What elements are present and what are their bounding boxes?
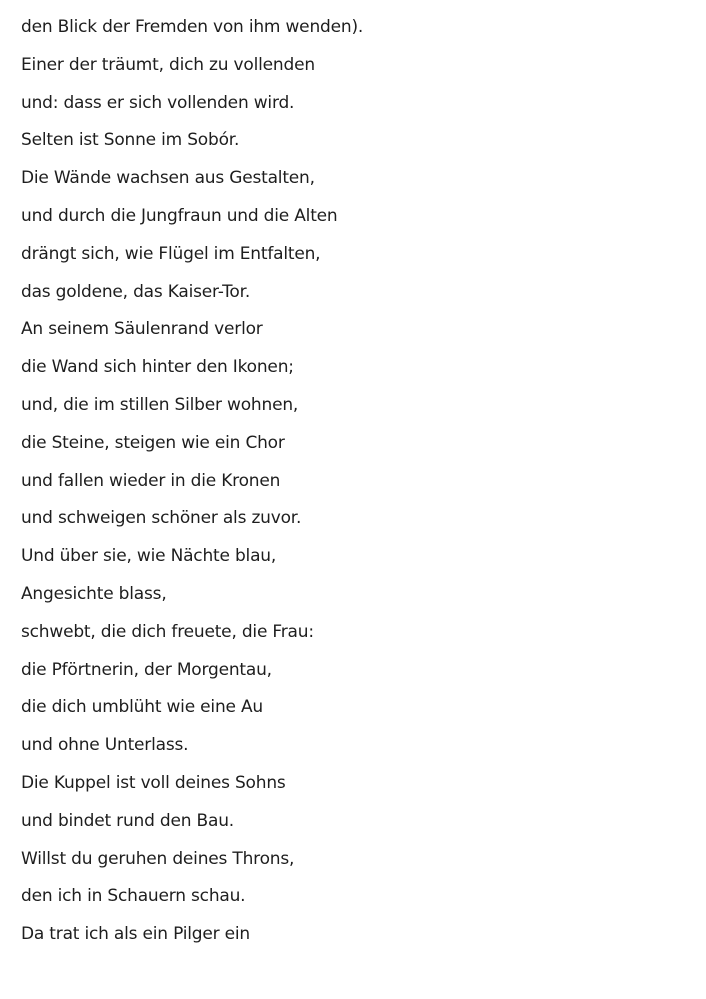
poem-line: die dich umblüht wie eine Au bbox=[21, 697, 263, 718]
poem-line: die Steine, steigen wie ein Chor bbox=[21, 432, 285, 453]
poem-line: schwebt, die dich freuete, die Frau: bbox=[21, 621, 314, 642]
poem-line: und ohne Unterlass. bbox=[21, 735, 189, 756]
poem-line: Selten ist Sonne im Sobór. bbox=[21, 130, 240, 151]
poem-text bbox=[21, 12, 363, 957]
poem-line: An seinem Säulenrand verlor bbox=[21, 319, 263, 340]
poem-line: drängt sich, wie Flügel im Entfalten, bbox=[21, 243, 321, 264]
poem-line: Einer der träumt, dich zu vollenden bbox=[21, 54, 315, 75]
poem-line: Die Wände wachsen aus Gestalten, bbox=[21, 168, 315, 189]
poem-line: und: dass er sich vollenden wird. bbox=[21, 92, 295, 113]
poem-line: das goldene, das Kaiser-Tor. bbox=[21, 281, 251, 302]
poem-line: und schweigen schöner als zuvor. bbox=[21, 508, 302, 529]
poem-line: die Wand sich hinter den Ikonen; bbox=[21, 357, 294, 378]
poem-line: Willst du geruhen deines Throns, bbox=[21, 848, 295, 869]
poem-line: die Pförtnerin, der Morgentau, bbox=[21, 659, 272, 680]
poem-line: den Blick der Fremden von ihm wenden). bbox=[21, 17, 364, 37]
poem-line: und, die im stillen Silber wohnen, bbox=[21, 394, 299, 415]
poem-line: und fallen wieder in die Kronen bbox=[21, 470, 281, 491]
poem-line: Da trat ich als ein Pilger ein bbox=[21, 924, 250, 945]
poem-line: Angesichte blass, bbox=[21, 583, 167, 604]
poem-line: und durch die Jungfraun und die Alten bbox=[21, 205, 338, 226]
poem-line: Und über sie, wie Nächte blau, bbox=[21, 546, 277, 567]
poem-line: und bindet rund den Bau. bbox=[21, 810, 234, 831]
poem-line: den ich in Schauern schau. bbox=[21, 886, 246, 907]
poem-line: Die Kuppel ist voll deines Sohns bbox=[21, 772, 286, 793]
